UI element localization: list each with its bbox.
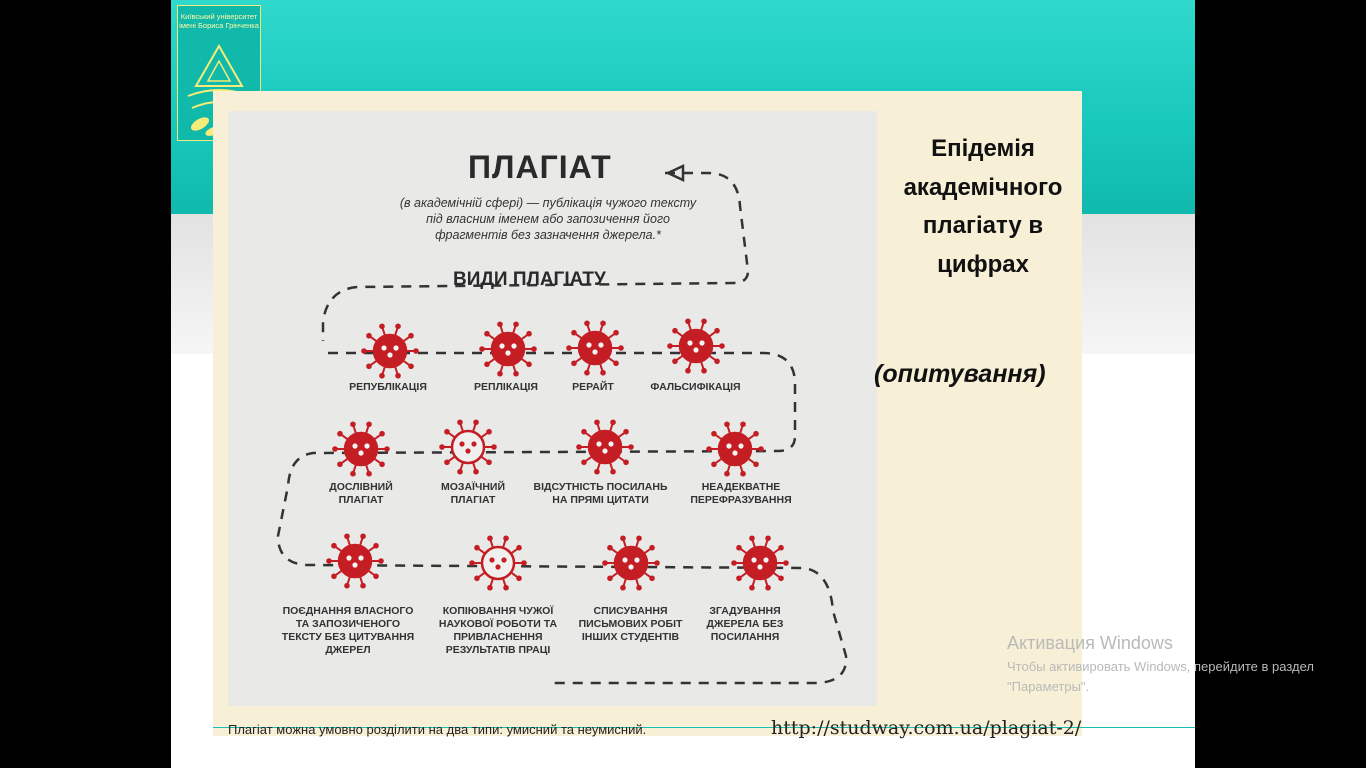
source-url: http://studway.com.ua/plagiat-2/ xyxy=(771,717,1082,739)
type-label-4: ФАЛЬСИФІКАЦІЯ xyxy=(650,381,741,393)
type-label-12: ЗГАДУВАННЯ ДЖЕРЕЛА БЕЗ ПОСИЛАННЯ xyxy=(706,605,784,643)
poster-definition: (в академічній сфері) — публікація чужого тексту під власним іменем або запозичення його фрагментів без зазначення джерела.* xyxy=(399,196,697,242)
virus-icon xyxy=(469,535,527,590)
windows-activation-title: Активация Windows xyxy=(1007,633,1173,653)
type-label-6: МОЗАЇЧНИЙ ПЛАГІАТ xyxy=(440,481,506,506)
virus-icon xyxy=(576,419,634,474)
type-label-3: РЕРАЙТ xyxy=(572,381,614,393)
virus-icon xyxy=(479,321,537,376)
type-label-7: ВІДСУТНІСТЬ ПОСИЛАНЬ НА ПРЯМІ ЦИТАТИ xyxy=(533,481,668,506)
virus-icon xyxy=(667,318,725,373)
virus-icon xyxy=(706,421,764,476)
type-label-2: РЕПЛІКАЦІЯ xyxy=(474,381,538,393)
virus-icon xyxy=(326,533,384,588)
poster-types-heading: ВИДИ ПЛАГІАТУ xyxy=(453,269,606,290)
virus-icon xyxy=(602,535,660,590)
poster-title: ПЛАГІАТ xyxy=(468,149,612,185)
virus-icon xyxy=(566,320,624,375)
plagiarism-infographic xyxy=(228,111,877,706)
virus-icon xyxy=(439,419,497,474)
slide-subtitle: (опитування) xyxy=(874,360,1046,388)
slide-title: Епідемія академічного плагіату в цифрах xyxy=(903,135,1063,278)
windows-activation-text: Чтобы активировать Windows, перейдите в раздел "Параметры". xyxy=(1007,659,1314,694)
type-label-5: ДОСЛІВНИЙ ПЛАГІАТ xyxy=(329,481,393,506)
type-label-1: РЕПУБЛІКАЦІЯ xyxy=(349,381,427,393)
footer-text: Плагіат можна умовно розділити на два типи: умисний та неумисний. xyxy=(228,722,647,737)
logo-text: Київський університет імені Бориса Грінченка xyxy=(179,12,259,30)
type-label-8: НЕАДЕКВАТНЕ ПЕРЕФРАЗУВАННЯ xyxy=(690,481,792,506)
virus-icon xyxy=(361,323,419,378)
type-label-9: ПОЄДНАННЯ ВЛАСНОГО ТА ЗАПОЗИЧЕНОГО ТЕКСТУ БЕЗ ЦИТУВАННЯ ДЖЕРЕЛ xyxy=(281,605,415,656)
virus-icon xyxy=(731,535,789,590)
type-label-11: СПИСУВАННЯ ПИСЬМОВИХ РОБІТ ІНШИХ СТУДЕНТІВ xyxy=(578,605,683,643)
virus-icon xyxy=(332,421,390,476)
type-label-10: КОПІЮВАННЯ ЧУЖОЇ НАУКОВОЇ РОБОТИ ТА ПРИВЛАСНЕННЯ РЕЗУЛЬТАТІВ ПРАЦІ xyxy=(438,605,558,656)
